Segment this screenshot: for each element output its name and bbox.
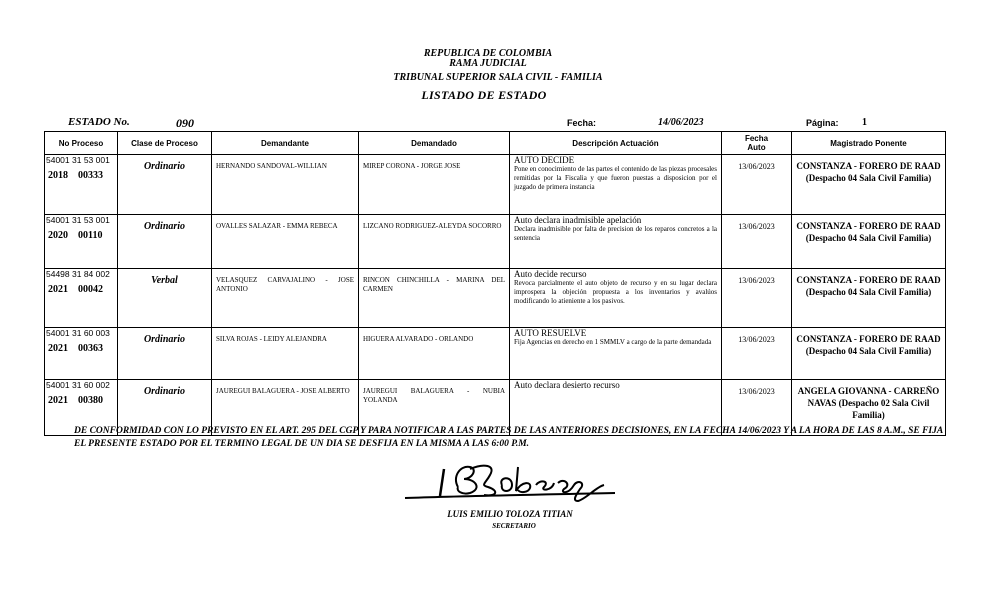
descripcion-title: Auto declara inadmisible apelación xyxy=(514,215,642,225)
magistrado-cell: CONSTANZA - FORERO DE RAAD (Despacho 04 Sala Civil Familia) xyxy=(792,155,946,215)
clase-cell: Ordinario xyxy=(118,380,212,436)
proceso-cell xyxy=(45,215,118,269)
col-header-fecha-auto: Fecha Auto xyxy=(722,132,792,155)
demandado-cell: LIZCANO RODRIGUEZ-ALEYDA SOCORRO xyxy=(359,215,510,269)
proceso-number: 2020 00110 xyxy=(48,230,103,241)
col-header-demandado: Demandado xyxy=(359,132,510,155)
table-header-row xyxy=(45,132,946,155)
estado-number: 090 xyxy=(176,116,194,130)
magistrado-cell: ANGELA GIOVANNA - CARREÑO NAVAS (Despacho 02 Sala Civil Familia) xyxy=(792,380,946,436)
clase-cell: Verbal xyxy=(118,269,212,328)
header-country: REPUBLICA DE COLOMBIA xyxy=(423,48,553,59)
table-row xyxy=(45,215,946,269)
clase-cell: Ordinario xyxy=(118,215,212,269)
descripcion-title: Auto decide recurso xyxy=(514,269,587,279)
descripcion-cell xyxy=(510,155,722,215)
col-header-magistrado: Magistrado Ponente xyxy=(792,132,946,155)
pagina-label: Página: xyxy=(806,118,839,128)
clase-cell: Ordinario xyxy=(118,328,212,380)
estado-table xyxy=(44,131,946,436)
demandante-cell: JAUREGUI BALAGUERA - JOSE ALBERTO xyxy=(212,380,359,436)
signature-image xyxy=(400,455,630,505)
fecha-auto-cell: 13/06/2023 xyxy=(722,215,792,269)
fecha-value: 14/06/2023 xyxy=(658,117,704,128)
proceso-cell xyxy=(45,269,118,328)
proceso-number: 2021 00380 xyxy=(48,395,103,406)
descripcion-title: Auto declara desierto recurso xyxy=(514,380,620,390)
proceso-number: 2018 00333 xyxy=(48,170,103,181)
demandado-cell: JAUREGUI BALAGUERA - NUBIA YOLANDA xyxy=(359,380,510,436)
demandante-cell: HERNANDO SANDOVAL-WILLIAN xyxy=(212,155,359,215)
fecha-label: Fecha: xyxy=(567,118,597,128)
demandante-cell: OVALLES SALAZAR - EMMA REBECA xyxy=(212,215,359,269)
magistrado-cell: CONSTANZA - FORERO DE RAAD (Despacho 04 Sala Civil Familia) xyxy=(792,215,946,269)
fecha-auto-cell: 13/06/2023 xyxy=(722,269,792,328)
col-header-proceso: No Proceso xyxy=(45,132,118,155)
demandado-cell: HIGUERA ALVARADO - ORLANDO xyxy=(359,328,510,380)
estado-label: ESTADO No. xyxy=(68,116,130,128)
proceso-code: 54001 31 53 001 xyxy=(46,155,110,165)
descripcion-body: Declara inadmisible por falta de precision de los reparos concretos a la sentencia xyxy=(514,225,717,242)
descripcion-cell xyxy=(510,269,722,328)
header-branch: RAMA JUDICIAL xyxy=(449,58,527,69)
page-title: LISTADO DE ESTADO xyxy=(421,88,547,102)
descripcion-body: Pone en conocimiento de las partes el contenido de las piezas procesales remitidas por la Fiscalia y que fueron puestas a disposicion por el juzgado de primera instancia xyxy=(514,165,717,191)
descripcion-body: Fija Agencias en derecho en 1 SMMLV a cargo de la parte demandada xyxy=(514,338,712,346)
demandante-cell: SILVA ROJAS - LEIDY ALEJANDRA xyxy=(212,328,359,380)
magistrado-cell: CONSTANZA - FORERO DE RAAD (Despacho 04 Sala Civil Familia) xyxy=(792,269,946,328)
proceso-code: 54001 31 60 002 xyxy=(46,380,110,390)
magistrado-cell: CONSTANZA - FORERO DE RAAD (Despacho 04 Sala Civil Familia) xyxy=(792,328,946,380)
proceso-cell xyxy=(45,328,118,380)
proceso-cell xyxy=(45,155,118,215)
proceso-code: 54001 31 60 003 xyxy=(46,328,110,338)
pagina-value: 1 xyxy=(862,117,867,128)
notification-text: DE CONFORMIDAD CON LO PREVISTO EN EL ART. 295 DEL CGP Y PARA NOTIFICAR A LAS PARTES DE LAS ANTERIORES DECISIONES, EN LA FECHA 14/06/2023 Y A LA HORA DE LAS 8 A.M., SE FIJA EL PRESENTE ESTADO POR EL TERMINO LEGAL DE UN DIA SE DESFIJA EN LA MISMA A LAS 6:00 P.M. xyxy=(74,426,943,449)
demandado-cell: RINCON CHINCHILLA - MARINA DEL CARMEN xyxy=(359,269,510,328)
fecha-auto-cell: 13/06/2023 xyxy=(722,155,792,215)
clase-cell: Ordinario xyxy=(118,155,212,215)
header-tribunal: TRIBUNAL SUPERIOR SALA CIVIL - FAMILIA xyxy=(393,72,603,83)
signer-name: LUIS EMILIO TOLOZA TITIAN xyxy=(447,509,573,519)
table-row xyxy=(45,155,946,215)
descripcion-cell xyxy=(510,328,722,380)
proceso-code: 54498 31 84 002 xyxy=(46,269,110,279)
signer-role: SECRETARIO xyxy=(492,522,536,530)
demandado-cell: MIREP CORONA - JORGE JOSE xyxy=(359,155,510,215)
col-header-demandante: Demandante xyxy=(212,132,359,155)
proceso-code: 54001 31 53 001 xyxy=(46,215,110,225)
descripcion-body: Revoca parcialmente el auto objeto de recurso y en su lugar declara improspera la objeción propuesta a los inventarios y avalúos modificando lo atieniente a los pasivos. xyxy=(514,279,717,305)
descripcion-title: AUTO DECIDE xyxy=(514,155,575,165)
col-header-descripcion: Descripción Actuación xyxy=(510,132,722,155)
proceso-number: 2021 00042 xyxy=(48,284,103,295)
table-row xyxy=(45,328,946,380)
proceso-number: 2021 00363 xyxy=(48,343,103,354)
fecha-auto-cell: 13/06/2023 xyxy=(722,328,792,380)
demandante-cell: VELASQUEZ CARVAJALINO - JOSE ANTONIO xyxy=(212,269,359,328)
descripcion-title: AUTO RESUELVE xyxy=(514,328,587,338)
descripcion-cell xyxy=(510,215,722,269)
table-row xyxy=(45,269,946,328)
col-header-clase: Clase de Proceso xyxy=(118,132,212,155)
fecha-auto-cell: 13/06/2023 xyxy=(722,380,792,436)
